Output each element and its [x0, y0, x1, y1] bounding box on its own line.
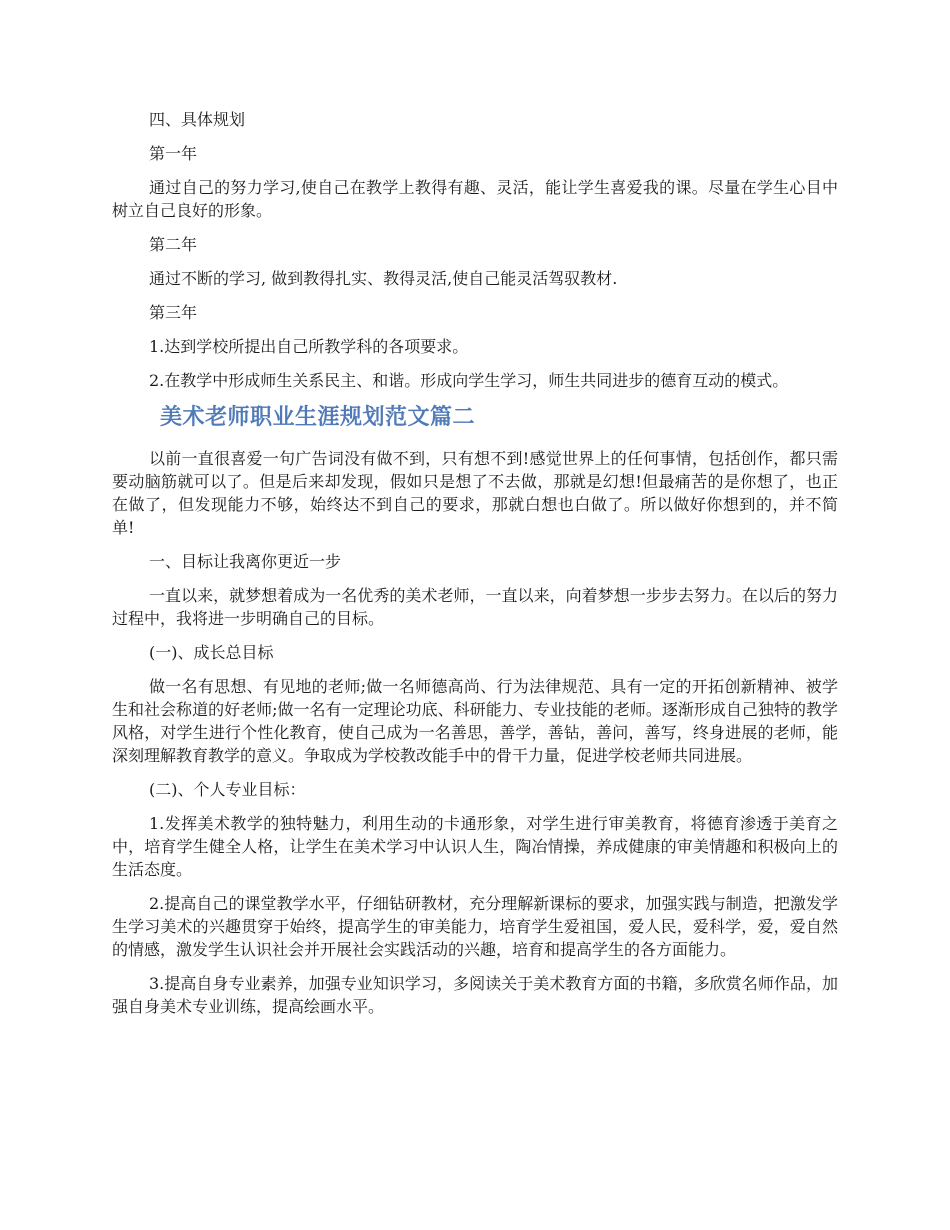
intro-paragraph: 以前一直很喜爱一句广告词没有做不到，只有想不到!感觉世界上的任何事情，包括创作，都只需要动脑筋就可以了。但是后来却发现，假如只是想了不去做，那就是幻想!但最痛苦的是你想了，也正在做了，但发现能力不够，始终达不到自己的要求，那就白想也白做了。所以做好你想到的，并不简单! — [112, 449, 838, 537]
year1-text: 通过自己的努力学习,使自己在教学上教得有趣、灵活，能让学生喜爱我的课。尽量在学生心目中树立自己良好的形象。 — [112, 178, 838, 220]
year3-item-1: 1.达到学校所提出自己所教学科的各项要求。 — [149, 337, 469, 356]
goal2-item-1: 1.发挥美术教学的独特魅力，利用生动的卡通形象，对学生进行审美教育，将德育渗透于美育之中，培育学生健全人格，让学生在美术学习中认识人生，陶冶情操，养成健康的审美情趣和积极向上的生活态度。 — [112, 814, 838, 879]
year1-label: 第一年 — [149, 144, 198, 163]
goal1-title: (一)、成长总目标 — [149, 643, 274, 662]
article-heading: 美术老师职业生涯规划范文篇二 — [160, 405, 476, 430]
goal1-text: 做一名有思想、有见地的老师;做一名师德高尚、行为法律规范、具有一定的开拓创新精神、被学生和社会称道的好老师;做一名有一定理论功底、科研能力、专业技能的老师。逐渐形成自己独特的教学风格，对学生进行个性化教育，使自己成为一名善思，善学，善钻，善问，善写，终身进展的老师，能深刻理解教育教学的意义。争取成为学校教改能手中的骨干力量，促进学校老师共同进展。 — [112, 677, 838, 765]
part1-title: 一、目标让我离你更近一步 — [149, 552, 342, 571]
year2-label: 第二年 — [149, 235, 198, 254]
section-title-plan: 四、具体规划 — [149, 110, 246, 129]
year2-text: 通过不断的学习, 做到教得扎实、教得灵活,使自己能灵活驾驭教材. — [149, 269, 618, 288]
document-page — [112, 108, 838, 1029]
part1-text: 一直以来，就梦想着成为一名优秀的美术老师，一直以来，向着梦想一步步去努力。在以后的努力过程中，我将进一步明确自己的目标。 — [112, 586, 838, 628]
year3-item-2: 2.在教学中形成师生关系民主、和谐。形成向学生学习，师生共同进步的德育互动的模式。 — [149, 371, 789, 390]
goal2-item-2: 2.提高自己的课堂教学水平，仔细钻研教材，充分理解新课标的要求，加强实践与制造，把激发学生学习美术的兴趣贯穿于始终，提高学生的审美能力，培育学生爱祖国，爱人民，爱科学，爱，爱自然的情感，激发学生认识社会并开展社会实践活动的兴趣，培育和提高学生的各方面能力。 — [112, 894, 838, 959]
goal2-item-3: 3.提高自身专业素养，加强专业知识学习，多阅读关于美术教育方面的书籍，多欣赏名师作品，加强自身美术专业训练，提高绘画水平。 — [112, 974, 838, 1016]
year3-label: 第三年 — [149, 303, 198, 322]
goal2-title: (二)、个人专业目标： — [149, 780, 306, 799]
